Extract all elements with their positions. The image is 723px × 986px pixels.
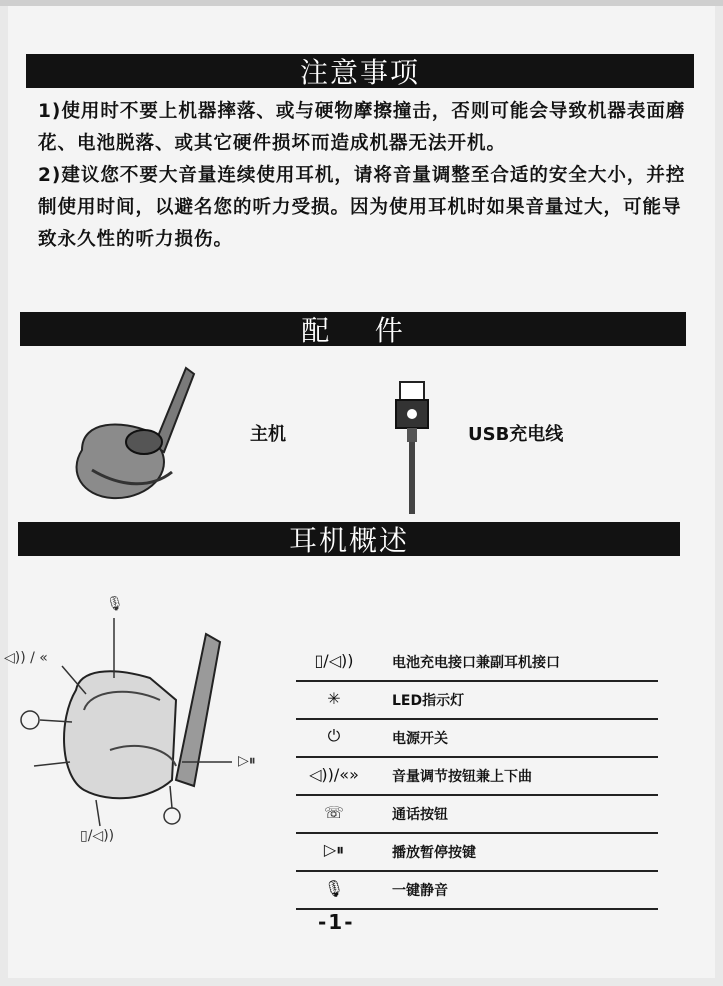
legend-row-call — [296, 794, 658, 834]
call-icon: ☏ — [323, 802, 344, 822]
mute-icon: 🎙 — [323, 878, 345, 898]
accessories-title: 配 件 — [301, 314, 405, 347]
overview-title-bar — [18, 522, 680, 556]
play-pause-callout: ▷⏸ — [238, 753, 256, 769]
legend-row-power — [296, 718, 658, 758]
legend-row-play — [296, 832, 658, 872]
notice-item-1: 1)使用时不要上机器摔落、或与硬物摩擦撞击，否则可能会导致机器表面磨花、电池脱落、或其它硬件损坏而造成机器无法开机。 — [38, 101, 686, 154]
notice-title-bar — [26, 54, 694, 88]
legend-row-charge — [296, 642, 658, 682]
notice-text — [38, 96, 698, 256]
usb-cable-illustration — [392, 378, 432, 518]
legend-row-led — [296, 680, 658, 720]
legend-text: 电池充电接口兼副耳机接口 — [392, 655, 560, 671]
page-number: -1- — [318, 910, 355, 934]
volume-callout: ◁)) / « — [4, 650, 48, 666]
headset-overview-diagram — [0, 590, 280, 850]
legend-text: 音量调节按钮兼上下曲 — [392, 769, 532, 785]
overview-title: 耳机概述 — [288, 524, 409, 557]
battery-speaker-icon: ▯/◁)) — [314, 650, 354, 670]
accessories-title-bar — [20, 312, 686, 346]
headset-illustration — [62, 360, 212, 510]
legend-text: 一键静音 — [392, 883, 448, 899]
usb-cable-label: USB充电线 — [468, 424, 564, 445]
legend-row-volume — [296, 756, 658, 796]
legend-text: 电源开关 — [392, 731, 448, 747]
main-unit-label: 主机 — [250, 424, 286, 445]
volume-track-icon: ◁))/«» — [309, 764, 359, 784]
led-icon: ✳ — [327, 688, 341, 708]
legend-text: LED指示灯 — [392, 693, 465, 709]
power-icon: ⏻ — [327, 726, 341, 745]
charge-callout: ▯/◁)) — [80, 828, 115, 844]
notice-title: 注意事项 — [299, 56, 420, 89]
legend-text: 播放暂停按键 — [392, 845, 476, 861]
legend-text: 通话按钮 — [392, 807, 448, 823]
mute-callout: 🎙 — [106, 596, 124, 612]
play-pause-icon: ▷⏸ — [323, 840, 345, 859]
legend-row-mute — [296, 870, 658, 910]
notice-item-2: 2)建议您不要大音量连续使用耳机，请将音量调整至合适的安全大小，并控制使用时间，以避名您的听力受损。因为使用耳机时如果音量过大，可能导致永久性的听力损伤。 — [38, 165, 686, 250]
